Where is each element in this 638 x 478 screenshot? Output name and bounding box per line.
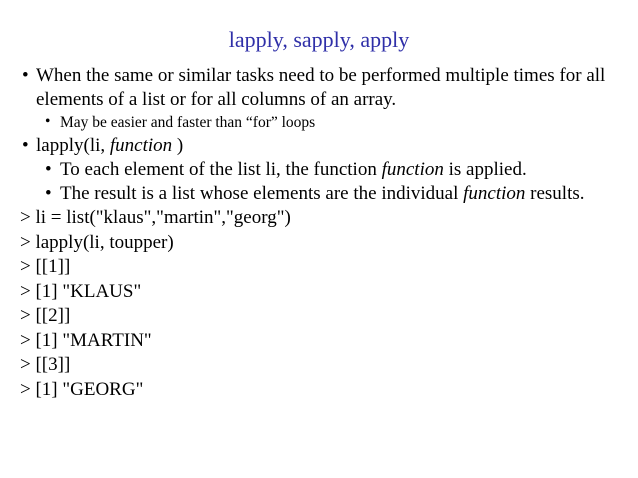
sub-bullet-item — [20, 158, 620, 182]
bullet-text-post: ) — [172, 135, 184, 156]
bullet-text-italic: function — [109, 135, 173, 156]
bullet-icon: • — [22, 135, 29, 156]
bullet-icon: • — [45, 183, 52, 204]
sub-bullet-item — [20, 112, 620, 134]
code-block — [20, 206, 620, 402]
bullet-icon: • — [45, 159, 52, 180]
bullet-item — [20, 64, 620, 112]
code-line: > lapply(li, toupper) — [20, 231, 174, 253]
sub-bullet-text: May be easier and faster than “for” loops — [60, 114, 316, 131]
sub-bullet-text-italic: function — [381, 159, 444, 180]
bullet-icon: • — [22, 65, 29, 86]
sub-bullet-text-italic: function — [463, 183, 526, 204]
sub-bullet-text-pre: To each element of the list li, the function — [60, 159, 382, 180]
code-line: > [1] "KLAUS" — [20, 280, 142, 302]
code-line: > [1] "GEORG" — [20, 378, 144, 400]
sub-bullet-text-post: results. — [525, 183, 585, 204]
sub-bullet-item — [20, 182, 620, 206]
bullet-icon: • — [45, 113, 51, 130]
sub-bullet-text-pre: The result is a list whose elements are the individual — [60, 183, 464, 204]
slide-body — [20, 64, 620, 402]
bullet-text-pre: lapply(li, — [36, 135, 110, 156]
code-line: > [[1]] — [20, 256, 71, 277]
code-line: > [[3]] — [20, 354, 71, 375]
sub-bullet-text-post: is applied. — [443, 159, 527, 180]
slide-title: lapply, sapply, apply — [228, 27, 410, 52]
code-line: > [[2]] — [20, 305, 71, 326]
bullet-text: When the same or similar tasks need to be performed multiple times for all elements of a list or for all columns of an array. — [36, 65, 606, 110]
code-line: > li = list("klaus","martin","georg") — [20, 207, 291, 228]
code-line: > [1] "MARTIN" — [20, 329, 152, 351]
bullet-item — [20, 134, 620, 158]
